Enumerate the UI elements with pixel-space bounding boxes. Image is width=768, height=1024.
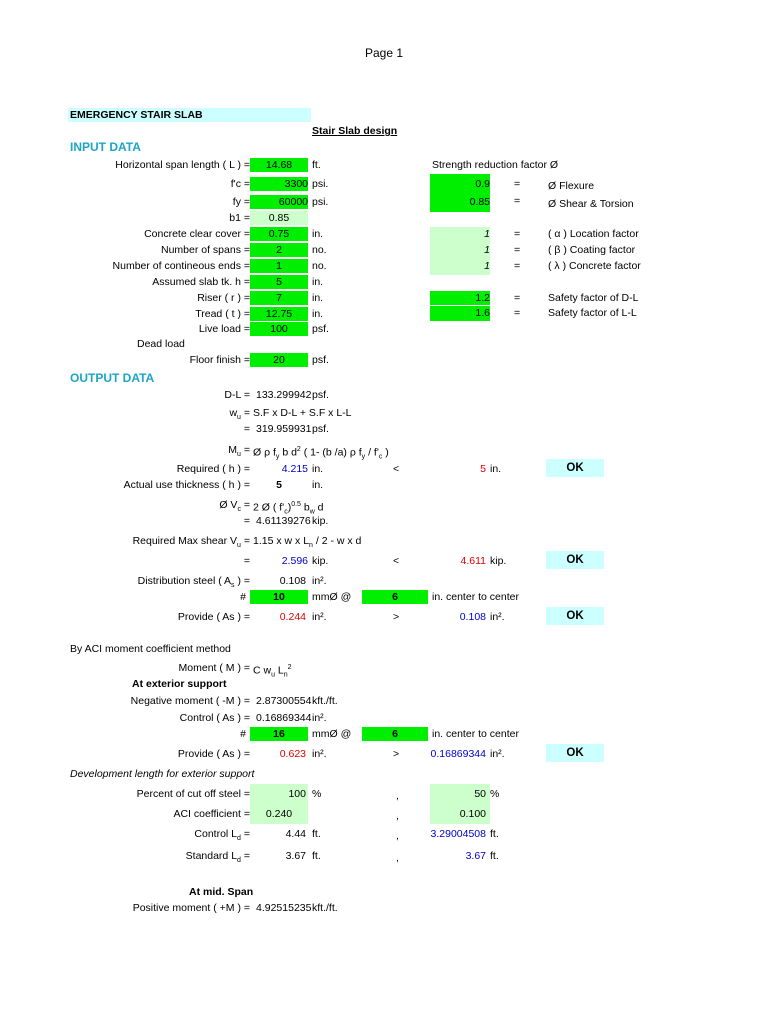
page-label: Page 1 [364,46,404,60]
prov1-value: 0.244 [279,611,306,623]
ext-support-heading: At exterior support [132,678,227,690]
cover-unit: in. [312,228,324,240]
sld-label: Standard $L_d$ = [185,850,250,865]
floor-value[interactable]: 20 [250,353,308,367]
cover-value[interactable]: 0.75 [250,227,308,241]
req-h-unit: in. [312,463,324,475]
sld-unit-2: ft. [490,850,499,862]
prov1-limit: 0.108 [459,611,486,623]
cld-value-2: 3.29004508 [430,828,486,840]
wu-unit: psf. [312,423,329,435]
tread-label: Tread ( t ) = [195,308,250,320]
nspans-label: Number of spans = [160,244,250,256]
ncont-unit: no. [312,260,327,272]
nspans-unit: no. [312,244,327,256]
vc-unit: kip. [312,515,329,527]
factor-eq: = [514,178,521,190]
tread-unit: in. [312,308,324,320]
negm-label: Negative moment ( -M ) = [130,695,250,707]
wu-label: $w_u$ = [229,407,250,422]
sld-value: 3.67 [285,850,306,862]
vc-value: 4.61139276 [256,515,311,527]
req-h-limit-unit: in. [490,463,502,475]
bar1-diameter[interactable]: 10 [250,590,308,604]
act-h-unit: in. [312,479,324,491]
vc-eq: = [243,515,250,527]
bar2-unit: mmØ @ [312,728,352,740]
ncont-value[interactable]: 1 [250,259,308,273]
ncont-label: Number of contineous ends = [112,260,250,272]
slab-label: Assumed slab tk. h = [152,276,250,288]
req-h-ok-badge: OK [546,459,604,477]
aci-heading: By ACI moment coefficient method [70,643,231,655]
dist-value: 0.108 [279,575,306,587]
cut-value-2[interactable]: 50 [474,788,486,800]
factor-location-value[interactable]: 1 [430,227,490,243]
factor-coating-label: ( β ) Coating factor [548,244,636,256]
riser-unit: in. [312,292,324,304]
riser-value[interactable]: 7 [250,291,308,305]
factor-dl-label: Safety factor of D-L [548,292,639,304]
negm-value: 2.87300554 [256,695,312,707]
act-h-label: Actual use thickness ( h ) = [123,479,250,491]
cld-separator: , [396,830,399,842]
factor-eq: = [514,307,521,319]
dead-load-label: Dead load [137,338,185,350]
negm-unit: kft./ft. [312,695,338,707]
coef-value[interactable]: 0.240 [265,808,293,820]
floor-unit: psf. [312,354,329,366]
fy-unit: psi. [312,196,329,208]
req-h-compare: < [393,463,400,475]
factor-shear-label: Ø Shear & Torsion [548,198,634,210]
span-label: Horizontal span length ( L ) = [115,159,250,171]
factor-concrete-label: ( λ ) Concrete factor [548,260,641,272]
fy-label: fy = [232,196,250,208]
cut-separator: , [396,790,399,802]
dl-value: 133.299942 [256,389,312,401]
coef-value-2[interactable]: 0.100 [459,808,486,820]
cover-label: Concrete clear cover = [144,228,250,240]
bar1-hash: # [240,591,246,603]
prov2-unit: in². [312,748,327,760]
req-h-value: 4.215 [281,463,308,475]
vu-ok-badge: OK [546,551,604,569]
cut-unit: % [312,788,322,800]
nspans-value[interactable]: 2 [250,243,308,257]
prov2-limit-unit: in². [490,748,505,760]
prov1-label: Provide ( As ) = [177,611,250,623]
mu-label: $M_u$ = [228,444,250,459]
factor-eq: = [514,195,521,207]
factor-eq: = [514,292,521,304]
vu-limit-unit: kip. [490,555,507,567]
bar2-diameter[interactable]: 16 [250,727,308,741]
bar2-spacing[interactable]: 6 [362,727,428,741]
prov1-ok-badge: OK [546,607,604,625]
ctrl-unit: in². [312,712,327,724]
vc-label: Ø $V_c$ = [219,499,250,514]
factor-ll-value[interactable]: 1.6 [430,306,490,321]
dist-label: Distribution steel ( $A_s$ ) = [137,575,250,590]
factors-heading: Strength reduction factor Ø [432,159,559,171]
dl-label: D-L = [224,389,250,401]
posm-unit: kft./ft. [312,902,338,914]
sld-unit: ft. [312,850,321,862]
moment-label: Moment ( M ) = [178,662,250,674]
req-h-limit: 5 [480,463,486,475]
prov2-value: 0.623 [279,748,306,760]
sld-separator: , [396,852,399,864]
fc-value[interactable]: 3300 [250,177,308,191]
fy-value[interactable]: 60000 [250,195,308,209]
posm-label: Positive moment ( +M ) = [132,902,250,914]
live-label: Live load = [198,323,250,335]
cld-unit-2: ft. [490,828,499,840]
wu-eq: = [243,423,250,435]
vu-formula: 1.15 x w x $L_n / 2$ - w x d [253,535,362,550]
sld-value-2: 3.67 [465,850,486,862]
span-unit: ft. [312,159,321,171]
vu-eq: = [243,555,250,567]
bar1-unit: mmØ @ [312,591,352,603]
factor-ll-label: Safety factor of L-L [548,307,637,319]
cut-unit-2: % [490,788,500,800]
cld-label: Control $L_d$ = [194,828,250,843]
mid-span-heading: At mid. Span [189,886,254,898]
live-unit: psf. [312,323,329,335]
fc-unit: psi. [312,178,329,190]
b1-value[interactable]: 0.85 [250,211,308,225]
wu-value: 319.959931 [256,423,312,435]
prov1-limit-unit: in². [490,611,505,623]
factor-flexure-value[interactable]: 0.9 [430,174,490,194]
sheet-title: EMERGENCY STAIR SLAB [68,108,311,122]
fc-label: f'c = [230,178,250,190]
vu-unit: kip. [312,555,329,567]
prov1-compare: > [393,611,400,623]
vu-value: 2.596 [281,555,308,567]
dl-unit: psf. [312,389,329,401]
prov2-compare: > [393,748,400,760]
coef-label: ACI coefficient = [173,808,250,820]
input-heading: INPUT DATA [70,140,141,154]
posm-value: 4.92515235 [256,902,312,914]
wu-formula: S.F x D-L + S.F x L-L [253,407,352,419]
factor-dl-value[interactable]: 1.2 [430,291,490,305]
dev-length-heading: Development length for exterior support [70,768,255,780]
span-value[interactable]: 14.68 [250,158,308,172]
bar2-hash: # [240,728,246,740]
output-heading: OUTPUT DATA [70,371,155,385]
prov2-ok-badge: OK [546,744,604,762]
factor-eq: = [514,228,521,240]
live-value[interactable]: 100 [250,322,308,336]
coef-separator: , [396,810,399,822]
prov1-unit: in². [312,611,327,623]
bar2-tail: in. center to center [432,728,519,740]
moment-formula: C $w_u$ $L_n^2$ [253,664,292,679]
slab-value[interactable]: 5 [250,275,308,289]
vc-formula: 2 Ø ( $f'_c)^{0.5}$ $b_w$ d [253,501,324,516]
sheet-subtitle: Stair Slab design [312,125,398,137]
factor-eq: = [514,244,521,256]
factor-location-label: ( α ) Location factor [548,228,639,240]
prov2-limit: 0.16869344 [430,748,486,760]
factor-eq: = [514,260,521,272]
prov2-label: Provide ( As ) = [177,748,250,760]
factor-concrete-value[interactable]: 1 [430,259,490,275]
vu-compare: < [393,555,400,567]
mu-formula: Ø ρ $f_y$ b $d^2$ ( 1- (b /a) ρ $f_y / f'_c$ ) [253,446,389,461]
factor-flexure-label: Ø Flexure [548,180,595,192]
bar1-spacing[interactable]: 6 [362,590,428,604]
cut-value[interactable]: 100 [288,788,306,800]
factor-shear-value[interactable]: 0.85 [430,194,490,212]
cut-label: Percent of cut off steel = [136,788,250,800]
riser-label: Riser ( r ) = [197,292,250,304]
dist-unit: in². [312,575,327,587]
req-h-label: Required ( h ) = [176,463,250,475]
vu-limit: 4.611 [460,555,486,567]
floor-label: Floor finish = [189,354,250,366]
cld-value: 4.44 [285,828,306,840]
vu-label: Required Max shear $V_u$ = [132,535,250,550]
tread-value[interactable]: 12.75 [250,307,308,321]
ctrl-value: 0.16869344 [256,712,312,724]
ctrl-label: Control ( As ) = [179,712,250,724]
slab-unit: in. [312,276,324,288]
b1-label: b1 = [229,212,250,224]
factor-coating-value[interactable]: 1 [430,243,490,259]
cld-unit: ft. [312,828,321,840]
bar1-tail: in. center to center [432,591,519,603]
act-h-value: 5 [276,479,282,491]
